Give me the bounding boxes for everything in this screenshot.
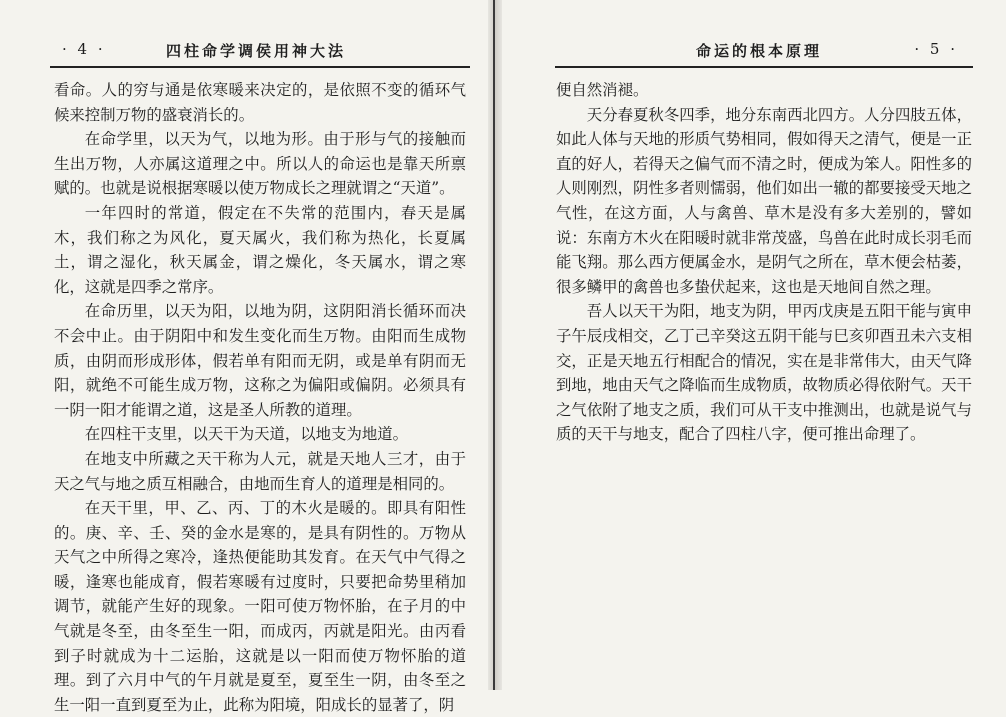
- left-page: [0, 0, 490, 714]
- right-header-rule: [555, 66, 973, 68]
- left-header-rule: [50, 66, 470, 68]
- paragraph: 在命学里，以天为气，以地为形。由于形与气的接触而生出万物，人亦属这道理之中。所以人的命运也是靠天所禀赋的。也就是说根据寒暖以使万物成长之理就谓之“天道”。: [54, 130, 466, 198]
- paragraph: 一年四时的常道，假定在不失常的范围内，春天是属木，我们称之为风化，夏天属火，我们称为热化，长夏属土，谓之湿化，秋天属金，谓之燥化，冬天属水，谓之寒化，这就是四季之常序。: [54, 203, 466, 296]
- left-page-body: [54, 78, 466, 717]
- left-page-number: · 4 ·: [62, 40, 106, 58]
- paragraph: 在命历里，以天为阳，以地为阴，这阴阳消长循环而决不会中止。由于阴阳中和发生变化而生万物。由阳而生成物质，由阴而形成形体，假若单有阳而无阴，或是单有阴而无阳，就绝不可能生成万物，这称之为偏阳或偏阴。必须具有一阴一阳才能谓之道，这是圣人所教的道理。: [54, 302, 466, 419]
- left-running-title: 四柱命学调侯用神大法: [166, 42, 347, 60]
- right-running-title: 命运的根本原理: [696, 42, 823, 60]
- paragraph: 在天干里，甲、乙、丙、丁的木火是暖的。即具有阳性的。庚、辛、壬、癸的金水是寒的，是具有阴性的。万物从天气之中所得之寒冷，逢热便能助其发育。在天气中气得之暖，逢寒也能成育，假若寒暖有过度时，只要把命势里稍加调节，就能产生好的现象。一阳可使万物怀胎，在子月的中气就是冬至，由冬至生一阳，而成丙，丙就是阳光。由丙看到子时就成为十二运胎，这就是以一阳而使万物怀胎的道理。到了六月中气的午月就是夏至，夏至生一阴，由冬至之生一阳一直到夏至为止，此称为阳境，阳成长的显著了，阴: [54, 499, 466, 714]
- paragraph: 在四柱干支里，以天干为天道，以地支为地道。: [84, 425, 409, 444]
- paragraph: 吾人以天干为阳，地支为阴，甲丙戊庚是五阳干能与寅申子午辰戌相交，乙丁己辛癸这五阴干能与巳亥卯酉丑未六支相交，正是天地五行相配合的情况，实在是非常伟大，由天气降到地，地由天气之降临而生成物质，故物质必得依附气。天干之气依附了地支之质，我们可从干支中推测出，也就是说气与质的天干与地支，配合了四柱八字，便可推出命理了。: [556, 302, 972, 444]
- left-page-header: [56, 40, 466, 64]
- right-page-body: [556, 78, 972, 447]
- paragraph: 便自然消褪。: [556, 81, 649, 99]
- paragraph: 看命。人的穷与通是依寒暖来决定的，是依照不变的循环气候来控制万物的盛衰消长的。: [54, 81, 466, 124]
- paragraph: 天分春夏秋冬四季，地分东南西北四方。人分四肢五体，如此人体与天地的形质气势相同，假如得天之清气，便是一正直的好人，若得天之偏气而不清之时，便成为笨人。阳性多的人则刚烈，阴性多者则懦弱，他们如出一辙的都要接受天地之气性，在这方面，人与禽兽、草木是没有多大差别的，譬如说：东南方木火在阳暖时就非常茂盛，鸟兽在此时成长羽毛而能飞翔。那么西方便属金水，是阴气之所在，草木便会枯萎，很多鳞甲的禽兽也多蛰伏起来，这也是天地间自然之理。: [556, 105, 972, 296]
- right-page: [500, 0, 1006, 690]
- right-page-header: [558, 40, 968, 64]
- right-page-number: · 5 ·: [914, 40, 958, 58]
- paragraph: 在地支中所藏之天干称为人元，就是天地人三才，由于天之气与地之质互相融合，由地而生育人的道理是相同的。: [54, 449, 466, 493]
- gutter-line: [493, 0, 495, 690]
